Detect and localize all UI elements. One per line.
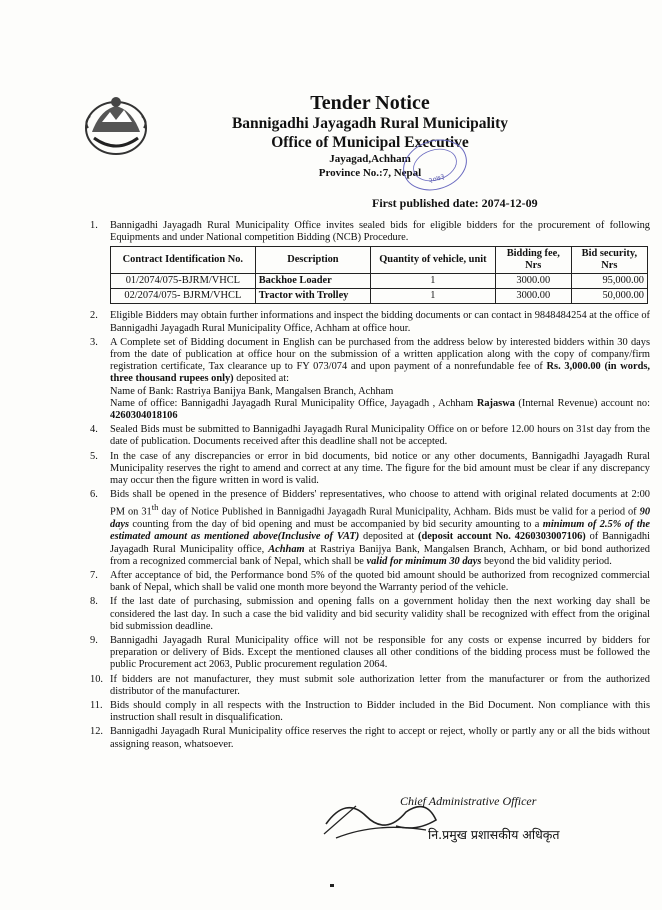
clause-number: 4. <box>90 424 98 436</box>
clause-5 <box>90 451 650 488</box>
cell-bid-security: 95,000.00 <box>571 274 647 289</box>
clause-number: 11. <box>90 699 103 711</box>
table-row <box>111 289 648 304</box>
cell-contract-id: 02/2074/075- BJRM/VHCL <box>111 289 256 304</box>
clause-text: Sealed Bids must be submitted to Bannigadhi Jayagadh Rural Municipality Office on or before 12.00 hours on 31st day from the date of publication. Documents received after this deadline shall not be accepted. <box>110 424 650 448</box>
text-part: (Internal Revenue) account no: <box>514 397 650 409</box>
clause-4 <box>90 424 650 448</box>
clause-text: Bannigadhi Jayagadh Rural Municipality Office invites sealed bids for eligible bidders for the procurement of following Equipments and under National competition Bidding (NCB) Procedure. <box>110 220 650 244</box>
clause-number: 10. <box>90 673 103 685</box>
stamp-text: २०७३ <box>427 171 446 186</box>
clause-text: Bannigadhi Jayagadh Rural Municipality office reserves the right to accept or reject, wholly or partly any or all the bids without assigning reason, whatsoever. <box>110 726 650 750</box>
table-header-row <box>111 247 648 274</box>
clause-12 <box>90 726 650 750</box>
clause-text: Eligible Bidders may obtain further informations and inspect the bidding documents or can contact in 9848484254 at the office of Bannigadhi Jayagadh Rural Municipality Office, Achham at office hour. <box>110 310 650 334</box>
cell-description: Tractor with Trolley <box>255 289 370 304</box>
clause-number: 5. <box>90 450 98 462</box>
cell-description: Backhoe Loader <box>255 274 370 289</box>
municipality-name: Bannigadhi Jayagadh Rural Municipality <box>231 115 509 132</box>
clause-6 <box>90 489 650 568</box>
clause-number: 2. <box>90 310 98 322</box>
clause-text: If the last date of purchasing, submission and opening falls on a government holiday then the next working day shall be considered the last day. In such a case the bid validity and bid security validity shall be recognized with effect from the original bid submission deadline. <box>110 596 650 632</box>
clause-number: 12. <box>90 726 103 738</box>
clause-text: Bids should comply in all respects with the Instruction to Bidder included in the Bid Document. Non compliance with this instruction shall result in disqualification. <box>110 699 650 724</box>
col-quantity: Quantity of vehicle, unit <box>371 247 496 274</box>
clause-8 <box>90 596 650 633</box>
clause-number: 6. <box>90 489 98 501</box>
notice-body <box>90 220 650 753</box>
clause-10 <box>90 674 650 698</box>
clause-text: If bidders are not manufacturer, they must submit sole authorization letter from the manufacturer or from the authorized distributor of the manufacturer. <box>110 673 650 697</box>
cell-bidding-fee: 3000.00 <box>495 274 571 289</box>
district-name: Achham <box>268 543 305 555</box>
bond-validity: valid for minimum 30 days <box>366 555 482 567</box>
cell-bidding-fee: 3000.00 <box>495 289 571 304</box>
clause-text: Bannigadhi Jayagadh Rural Municipality office will not be responsible for any costs or expense incurred by bidders for preparation or delivery of Bids. Except the mentioned clauses all other conditions of the bidding process must be followed the public Procurement act 2063, Public procurement regulation 2064. <box>110 634 650 671</box>
cell-quantity: 1 <box>371 289 496 304</box>
cell-contract-id: 01/2074/075-BJRM/VHCL <box>111 274 256 289</box>
bank-name: Name of Bank: Rastriya Banijya Bank, Mangalsen Branch, Achham <box>110 385 394 397</box>
deposit-account: (deposit account No. 4260303007106) <box>418 531 586 543</box>
bid-security-minimum: minimum of 2.5% of the estimated amount as mentioned above(Inclusive of VAT) <box>110 519 651 543</box>
province: Province No.:7, Nepal <box>318 167 422 179</box>
cell-quantity: 1 <box>371 274 496 289</box>
fee-amount: Rs. 3,000.00 (in words, three thousand rupees only) <box>110 361 650 385</box>
clause-text <box>110 489 650 568</box>
clause-text: After acceptance of bid, the Performance bond 5% of the quoted bid amount should be authorized from recognized commercial bank of Nepal, which shall be valid one month more beyond the Warranty period of the vehicle. <box>110 569 650 594</box>
col-description: Description <box>255 247 370 274</box>
ordinal-suffix: th <box>151 502 159 513</box>
clause-number: 1. <box>90 220 98 231</box>
text-part: deposited at: <box>233 373 290 385</box>
clause-3 <box>90 337 650 422</box>
clause-7 <box>90 570 650 594</box>
col-bidding-fee: Bidding fee, Nrs <box>495 247 571 274</box>
text-part: beyond the bid validity period. <box>481 555 612 567</box>
bid-table <box>110 246 648 304</box>
text-part: at Rastriya Banijya Bank, Mangalsen Branch, Achham, or bid bond authorized from a recognized commercial bank of Nepal, which shall be <box>110 543 650 567</box>
clause-text <box>110 337 650 422</box>
officer-title-nepali: नि.प्रमुख प्रशासकीय अधिकृत <box>428 827 560 842</box>
header <box>160 92 580 180</box>
rajaswa-label: Rajaswa <box>476 397 515 409</box>
clause-number: 3. <box>90 336 98 348</box>
clause-number: 7. <box>90 569 98 581</box>
col-bid-security: Bid security, Nrs <box>571 247 647 274</box>
government-emblem-icon <box>80 92 152 158</box>
text-part: A Complete set of Bidding document in English can be purchased from the address below by interested bidders within 30 days from the date of publication at office hour on the submission of a written application along with the copy of company/firm registration certificate, Tax clearance up to FY 073/074 and upon payment of a nonrefundable fee of <box>110 336 650 373</box>
clause-2 <box>90 310 650 334</box>
col-contract-id: Contract Identification No. <box>111 247 256 274</box>
officer-title: Chief Administrative Officer <box>400 794 537 808</box>
clause-number: 8. <box>90 596 98 608</box>
validity-days: 90 days <box>110 506 651 531</box>
clause-number: 9. <box>90 634 98 646</box>
clause-text: In the case of any discrepancies or error in bid documents, bid notice or any other documents, Bannigadhi Jayagadh Rural Municipality reserves the right to amend and correct at any time. The figure for the bid amount must be clear if any discrepancy may occur then the figure written in word is valid. <box>110 450 650 487</box>
text-part: deposited at <box>359 531 419 543</box>
office-location: Jayagad,Achham <box>329 153 411 165</box>
text-part: Bids shall be opened in the presence of Bidders' representatives, who choose to attend with original related documents at 2:00 PM on 31 <box>110 489 650 518</box>
text-part: counting from the day of bid opening and must be accompanied by bid security amounting to a <box>129 519 543 531</box>
text-part: Name of office: Bannigadhi Jayagadh Rural Municipality Office, Jayagadh , Achham <box>110 397 477 409</box>
text-part: day of Notice Published in Bannigadhi Jayagadh Rural Municipality, Achham. Bids must be valid for a period of <box>158 506 640 518</box>
clause-9 <box>90 635 650 672</box>
clause-11 <box>90 700 650 724</box>
text-part: of Bannigadhi Jayagadh Rural Municipality office, <box>110 531 650 555</box>
account-number: 4260304018106 <box>110 410 178 422</box>
table-row <box>111 274 648 289</box>
cell-bid-security: 50,000.00 <box>571 289 647 304</box>
clause-1 <box>90 220 650 244</box>
office-name: Office of Municipal Executive <box>271 134 469 151</box>
page-mark <box>330 884 334 887</box>
notice-title: Tender Notice <box>310 92 430 114</box>
first-published-date: First published date: 2074-12-09 <box>372 196 538 210</box>
